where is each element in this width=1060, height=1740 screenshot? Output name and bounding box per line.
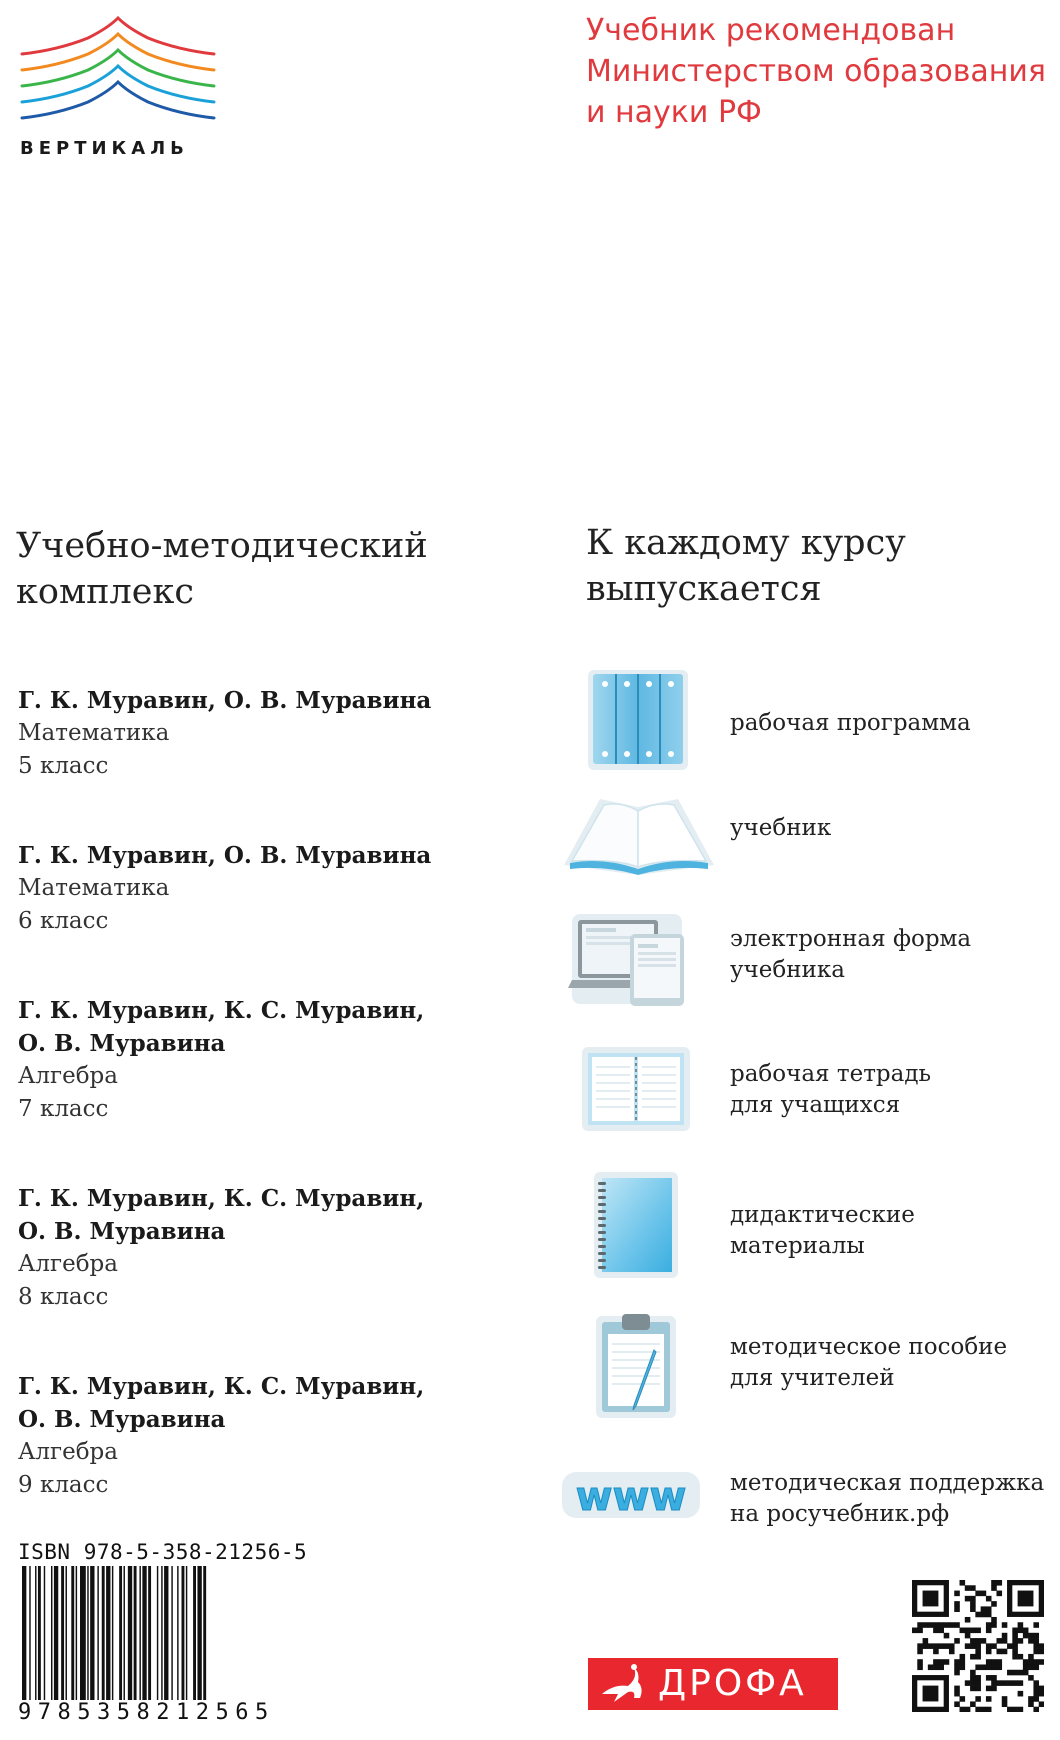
- material-label-line: материалы: [730, 1233, 865, 1259]
- book-authors: О. В. Муравина: [18, 1218, 226, 1245]
- www-icon: [560, 1460, 705, 1570]
- material-item: [560, 668, 1040, 778]
- rainbow-arches-icon: [18, 16, 218, 136]
- umk-heading-line: Учебно-методический: [16, 526, 428, 566]
- book-entry: [18, 839, 431, 938]
- book-grade: 8 класс: [18, 1284, 109, 1310]
- book-subject: Алгебра: [18, 1439, 118, 1465]
- book-authors: Г. К. Муравин, К. С. Муравин,: [18, 1373, 425, 1400]
- material-label: [730, 924, 971, 986]
- material-item: [560, 785, 1040, 895]
- book-entry: [18, 1370, 424, 1502]
- material-label-line: методическая поддержка: [730, 1470, 1045, 1496]
- publisher-brand: [588, 1658, 838, 1710]
- book-subject: Математика: [18, 720, 170, 746]
- material-label-line: на росучебник.рф: [730, 1501, 950, 1527]
- material-label-line: рабочая программа: [730, 710, 971, 736]
- material-label-line: методическое пособие: [730, 1334, 1008, 1360]
- material-label: [730, 708, 971, 739]
- barcode-icon: [18, 1566, 310, 1706]
- book-entry: [18, 994, 424, 1126]
- open-book-icon: [560, 785, 705, 895]
- barcode-digits: 9785358212565: [18, 1700, 275, 1725]
- stork-icon: [594, 1658, 654, 1710]
- book-authors: О. В. Муравина: [18, 1030, 226, 1057]
- book-authors: Г. К. Муравин, К. С. Муравин,: [18, 997, 425, 1024]
- binder-icon: [560, 668, 705, 778]
- notebook-icon: [560, 1170, 705, 1280]
- recommendation-line: Учебник рекомендован: [586, 13, 956, 48]
- material-label-line: для учителей: [730, 1365, 895, 1391]
- material-item: [560, 910, 1040, 1020]
- book-authors: Г. К. Муравин, О. В. Муравина: [18, 842, 432, 869]
- book-subject: Алгебра: [18, 1063, 118, 1089]
- clipboard-icon: [560, 1310, 705, 1420]
- material-label: [730, 1200, 915, 1262]
- course-heading: [586, 520, 906, 612]
- qr-code-icon: [912, 1580, 1044, 1712]
- book-entry: [18, 684, 431, 783]
- book-authors: Г. К. Муравин, О. В. Муравина: [18, 687, 432, 714]
- material-label-line: дидактические: [730, 1202, 915, 1228]
- course-heading-line: К каждому курсу: [586, 523, 906, 563]
- recommendation-text: [586, 10, 1046, 133]
- book-grade: 6 класс: [18, 908, 109, 934]
- material-item: [560, 1310, 1040, 1420]
- material-item: [560, 1045, 1040, 1155]
- book-grade: 9 класс: [18, 1472, 109, 1498]
- material-label-line: учебника: [730, 957, 845, 983]
- book-subject: Алгебра: [18, 1251, 118, 1277]
- www-icon-text: www: [575, 1474, 687, 1520]
- course-heading-line: выпускается: [586, 569, 822, 609]
- recommendation-line: Министерством образования: [586, 54, 1046, 89]
- material-item: [560, 1460, 1045, 1570]
- book-grade: 7 класс: [18, 1096, 109, 1122]
- material-label: [730, 1332, 1007, 1394]
- recommendation-line: и науки РФ: [586, 95, 762, 130]
- material-item: [560, 1170, 1040, 1280]
- umk-heading: [16, 523, 428, 615]
- material-label-line: для учащихся: [730, 1092, 901, 1118]
- material-label-line: рабочая тетрадь: [730, 1061, 932, 1087]
- material-label: [730, 813, 831, 844]
- logo-wordmark: ВЕРТИКАЛЬ: [20, 138, 189, 159]
- book-authors: О. В. Муравина: [18, 1406, 226, 1433]
- publisher-name: ДРОФА: [658, 1663, 807, 1704]
- material-label-line: электронная форма: [730, 926, 972, 952]
- book-grade: 5 класс: [18, 753, 109, 779]
- book-subject: Математика: [18, 875, 170, 901]
- isbn-text: ISBN 978-5-358-21256-5: [18, 1540, 308, 1564]
- devices-icon: [560, 910, 705, 1020]
- umk-heading-line: комплекс: [16, 572, 194, 612]
- book-authors: Г. К. Муравин, К. С. Муравин,: [18, 1185, 425, 1212]
- material-label: [730, 1059, 931, 1121]
- material-label-line: учебник: [730, 815, 832, 841]
- book-entry: [18, 1182, 424, 1314]
- material-label: [730, 1468, 1044, 1530]
- workbook-icon: [560, 1045, 705, 1155]
